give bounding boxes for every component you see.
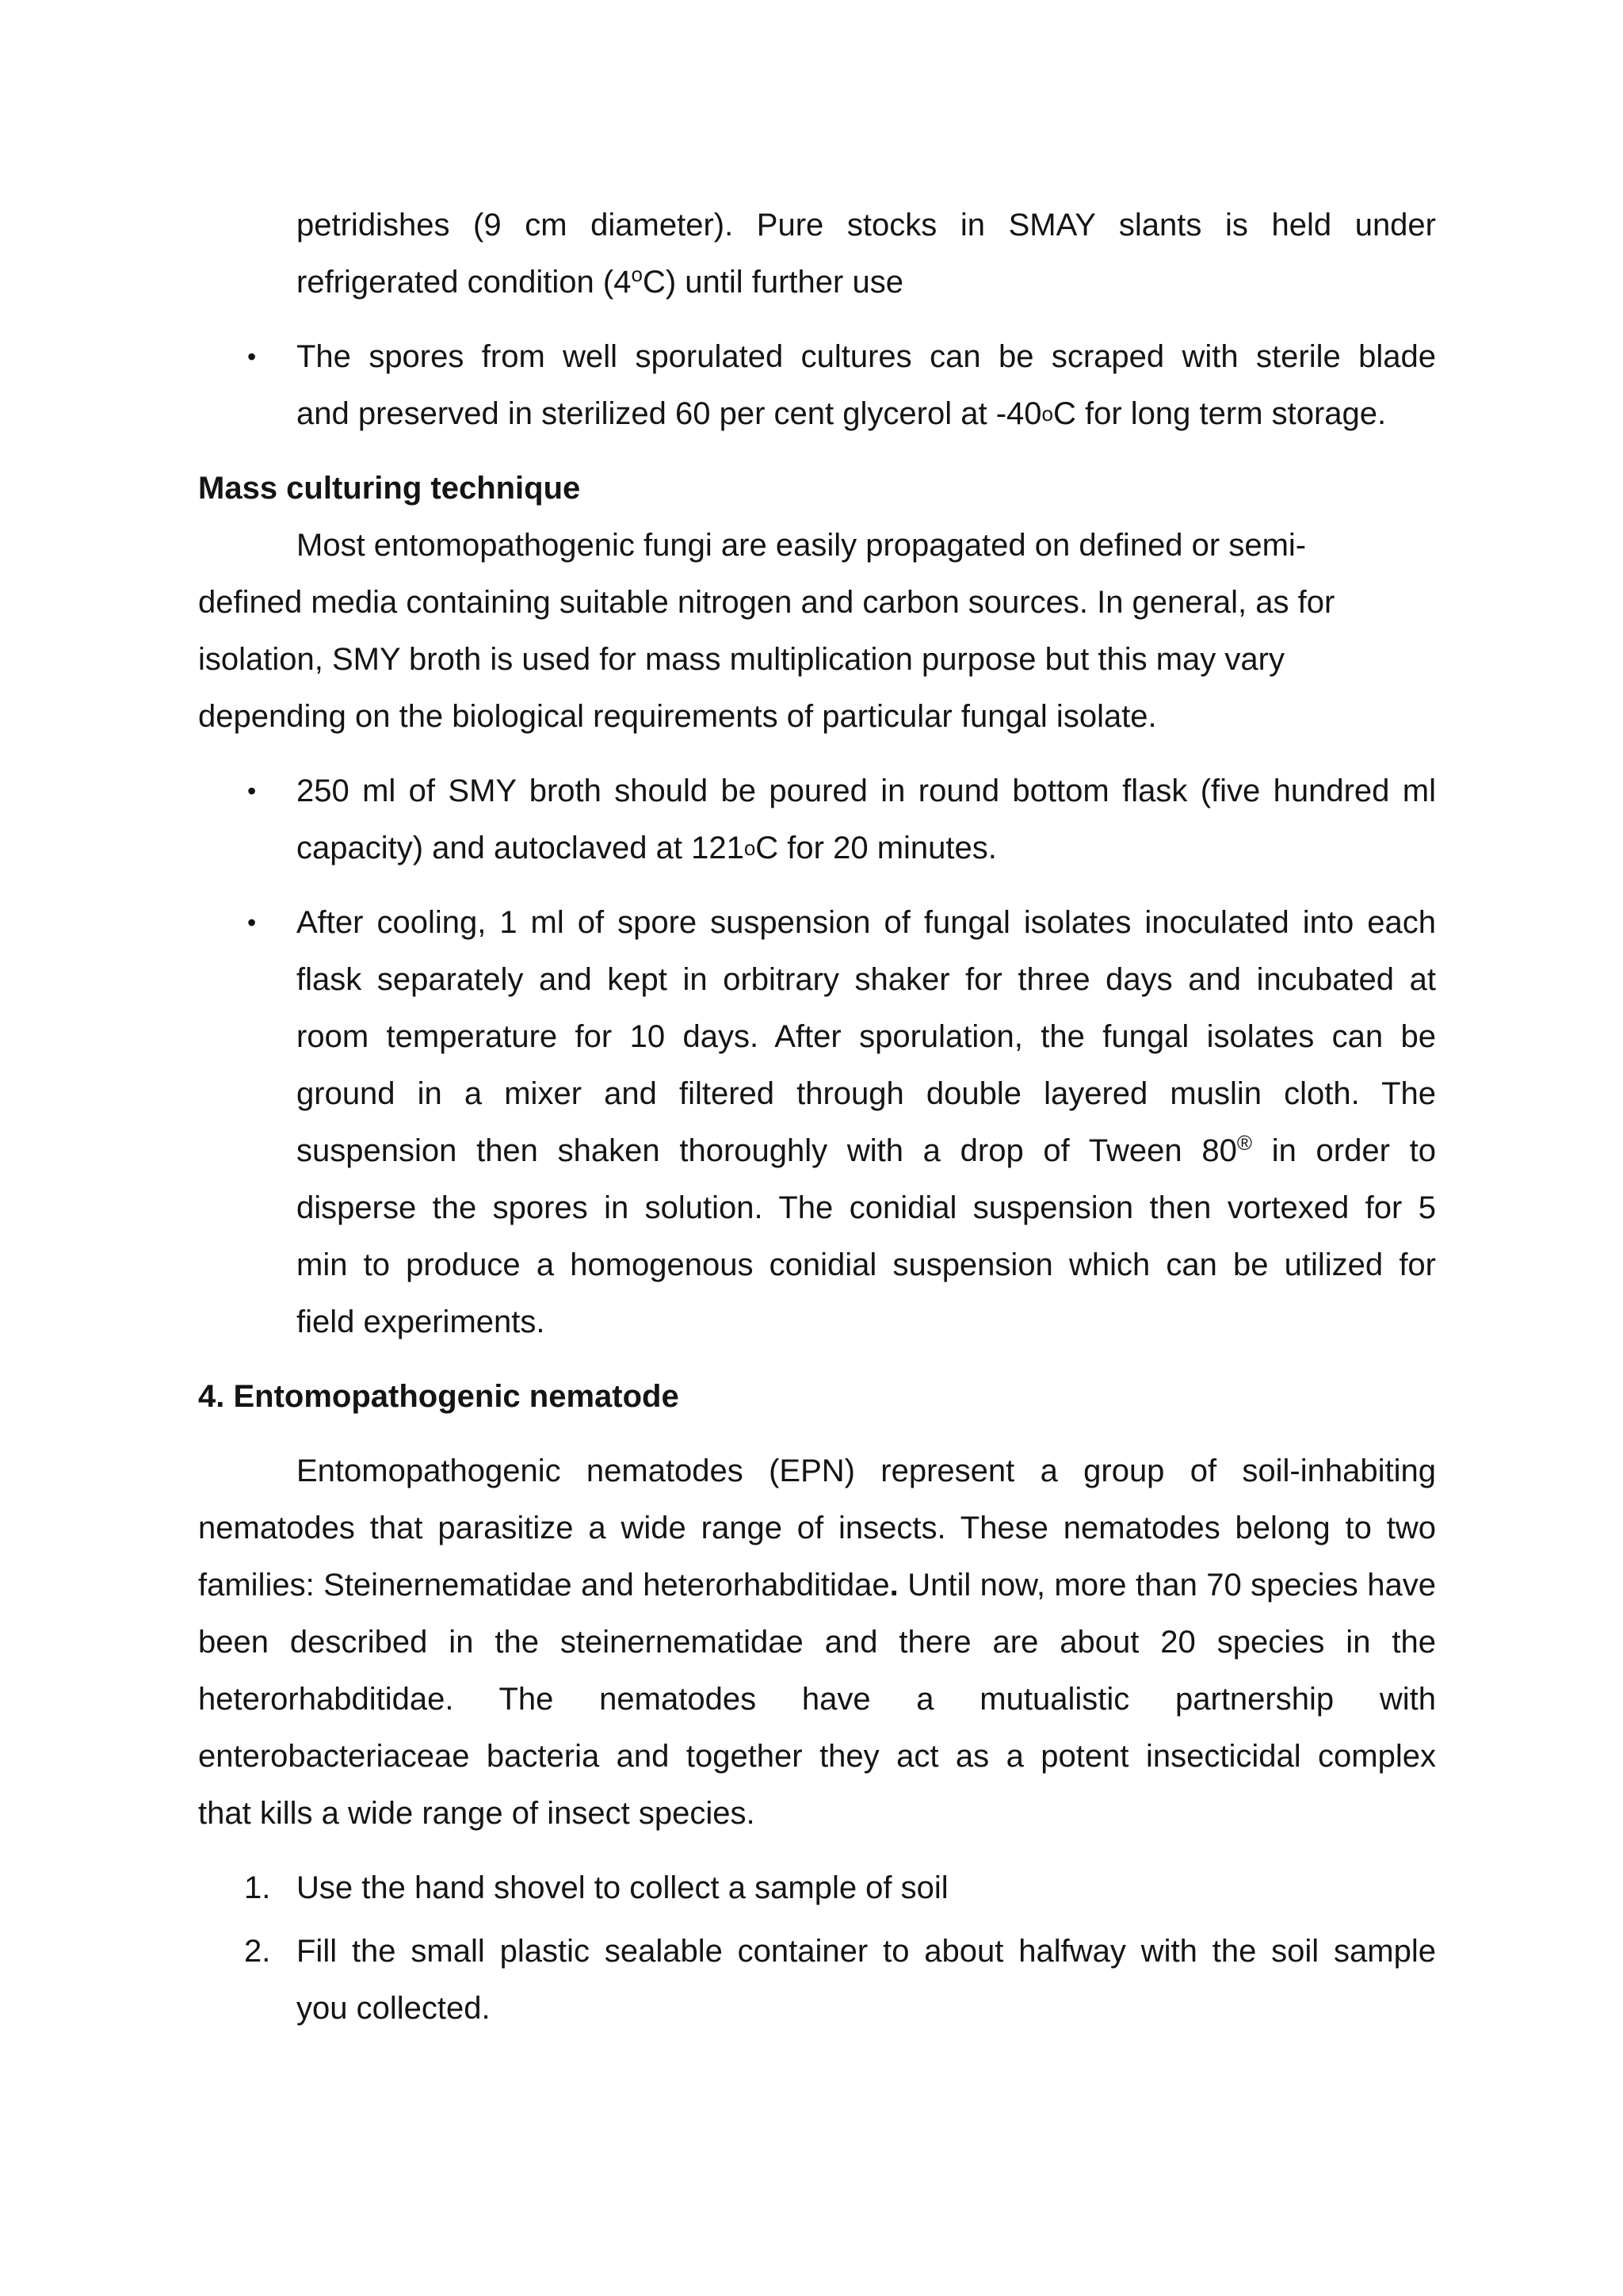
text-line: and preserved in sterilized 60 per cent glycerol at -40oC for long term storage. bbox=[296, 396, 1387, 431]
text-line: disperse the spores in solution. The conidial suspension then vortexed for 5 bbox=[296, 1190, 1436, 1225]
text-line: Use the hand shovel to collect a sample of soil bbox=[296, 1870, 949, 1905]
section-heading-mass-culturing: Mass culturing technique bbox=[198, 471, 581, 506]
step-number: 1. bbox=[244, 1870, 271, 1905]
text-line: been described in the steinernematidae and there are about 20 species in the bbox=[198, 1625, 1436, 1660]
text-line: that kills a wide range of insect species. bbox=[198, 1796, 755, 1831]
text-line: defined media containing suitable nitrogen and carbon sources. In general, as for bbox=[198, 585, 1335, 620]
text-line: you collected. bbox=[296, 1991, 491, 2026]
text-line: isolation, SMY broth is used for mass multiplication purpose but this may vary bbox=[198, 642, 1285, 677]
text-line: Fill the small plastic sealable container to about halfway with the soil sample bbox=[296, 1934, 1436, 1969]
bullet-marker: • bbox=[247, 777, 257, 805]
text-line: petridishes (9 cm diameter). Pure stocks in SMAY slants is held under bbox=[296, 208, 1436, 243]
numbered-step-1 bbox=[198, 1859, 1436, 1916]
text-line: room temperature for 10 days. After sporulation, the fungal isolates can be bbox=[296, 1019, 1436, 1054]
text-line: nematodes that parasitize a wide range of insects. These nematodes belong to two bbox=[198, 1511, 1436, 1545]
text-line: Entomopathogenic nematodes (EPN) represent a group of soil-inhabiting bbox=[296, 1454, 1436, 1488]
text-line: capacity) and autoclaved at 121oC for 20 minutes. bbox=[296, 831, 997, 865]
text-line: Most entomopathogenic fungi are easily propagated on defined or semi- bbox=[296, 528, 1307, 563]
text-line: depending on the biological requirements of particular fungal isolate. bbox=[198, 699, 1157, 734]
text-line: refrigerated condition (4$^o$C) until further use bbox=[296, 262, 903, 300]
paragraph-epn bbox=[198, 1442, 1436, 1842]
step-number: 2. bbox=[244, 1934, 271, 1969]
bullet-marker: • bbox=[247, 908, 257, 937]
text-line: After cooling, 1 ml of spore suspension of fungal isolates inoculated into each bbox=[296, 905, 1436, 940]
document-page bbox=[198, 197, 1436, 2037]
text-line: suspension then shaken thoroughly with a drop of Tween 80® in order to bbox=[296, 1131, 1436, 1168]
text-line: heterorhabditidae. The nematodes have a mutualistic partnership with bbox=[198, 1682, 1436, 1717]
text-line: field experiments. bbox=[296, 1305, 545, 1339]
numbered-step-2 bbox=[198, 1923, 1436, 2037]
section-heading-entomopathogenic-nematode: 4. Entomopathogenic nematode bbox=[198, 1379, 679, 1414]
text-line: enterobacteriaceae bacteria and together they act as a potent insecticidal complex bbox=[198, 1739, 1436, 1774]
continued-bullet-text bbox=[198, 197, 1436, 311]
bullet-item-smy-broth bbox=[198, 762, 1436, 877]
bullet-item-after-cooling bbox=[198, 894, 1436, 1350]
text-line: ground in a mixer and filtered through double layered muslin cloth. The bbox=[296, 1076, 1436, 1111]
text-line: flask separately and kept in orbitrary shaker for three days and incubated at bbox=[296, 962, 1436, 997]
paragraph-mass-culturing bbox=[198, 517, 1436, 745]
text-line: 250 ml of SMY broth should be poured in round bottom flask (five hundred ml bbox=[296, 774, 1436, 808]
bullet-marker: • bbox=[247, 342, 257, 371]
text-line: min to produce a homogenous conidial suspension which can be utilized for bbox=[296, 1247, 1436, 1282]
bullet-item-spore-storage bbox=[198, 328, 1436, 442]
text-line: The spores from well sporulated cultures can be scraped with sterile blade bbox=[296, 339, 1436, 374]
text-line: families: Steinernematidae and heterorhabditidae. Until now, more than 70 species have bbox=[198, 1568, 1436, 1603]
